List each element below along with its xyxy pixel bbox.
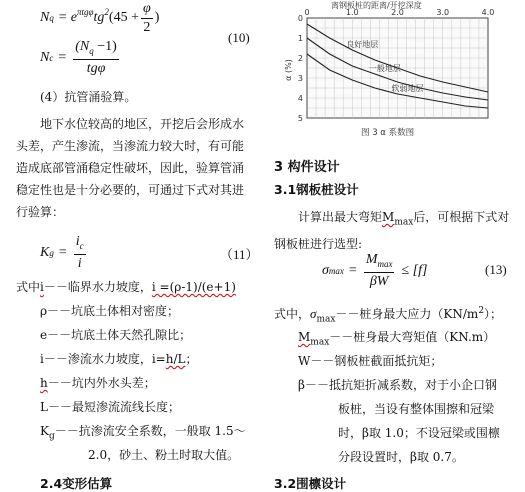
- eq-subscript: g: [49, 248, 54, 258]
- eq-subscript: q: [49, 13, 54, 23]
- definition-L: L－－最短渗流流线长度；: [40, 400, 180, 414]
- section-heading-3: 3 构件设计: [274, 160, 340, 175]
- y-tick-label: 4: [297, 94, 303, 103]
- definition-beta: β－－抵抗矩折减系数，对于小企口钢: [298, 378, 497, 392]
- equation-number-11: （11）: [220, 247, 259, 262]
- definition-kg: $K_g--$抗渗流安全系数，一般取 1.5～: [40, 424, 246, 442]
- y-tick-label: 3: [297, 74, 303, 83]
- paragraph-seepage: 地下水位较高的地区，开挖后会形成水 头差，产生渗流，当渗流力较大时，有可能 造成底部管涌稳定性破坏，因此，验算管涌 稳定性也是十分必要的，可通过下式对其进 行验算：: [16, 117, 245, 219]
- definition-beta-cont-2: 时，β取 1.0；不设冠梁或围檩: [338, 426, 500, 440]
- x-tick-label: 1.0: [345, 8, 359, 17]
- eq-symbol: K: [40, 245, 50, 260]
- x-tick-label: 0: [304, 8, 310, 17]
- eq-fraction: $\frac{\varphi}{2}$: [142, 0, 151, 35]
- equation-13: σ max = $\frac{M_{max}}{\beta W}$ ≤ [f]: [322, 251, 428, 290]
- definition-w: W－－钢板桩截面抵抗矩；: [298, 354, 443, 368]
- section-heading-3-1: 3.1钢板桩设计: [274, 182, 359, 197]
- eq-term: (45 +: [108, 10, 139, 25]
- x-tick-label: 4.0: [481, 8, 495, 17]
- eq-term: ): [154, 10, 160, 25]
- definition-kg-cont: 2.0，砂土、粉土时取大值。: [88, 448, 240, 462]
- equation-11: K g = $\frac{i_c}{i}$: [40, 233, 84, 272]
- equation-number-13: (13): [485, 262, 507, 277]
- definition-sigma: 式中，$\sigma_{max}--$桩身最大应力$(KN/m^2)$；: [274, 306, 503, 325]
- eq-term: = e: [57, 10, 78, 25]
- series-label: 良好地层: [346, 40, 379, 49]
- alpha-coefficient-chart: [283, 0, 493, 142]
- eq-subscript: c: [49, 53, 54, 63]
- section-heading-3-2: 3.2围檩设计: [274, 476, 347, 491]
- series-label: 一般地层: [368, 64, 401, 73]
- definition-rho: ρ－－坑底土体相对密度；: [40, 304, 180, 318]
- x-tick-label: 3.0: [436, 8, 450, 17]
- eq-fraction: $\frac{M_{max}}{\beta W}$: [365, 251, 393, 290]
- series-label: 软弱地层: [391, 84, 424, 93]
- definition-mmax: $M_{max}--$桩身最大弯矩值（KN.m）: [298, 330, 496, 348]
- y-tick-label: 0: [297, 14, 303, 23]
- eq-fraction: $\frac{(N_q -1)}{\text{tgφ}}$: [75, 38, 117, 77]
- equation-10-nq: N q = e $^{\pi tg\varphi}$ tg $^2$ (45 + $\frac{\varphi}{2}$ ): [40, 0, 160, 35]
- y-tick-label: 2: [297, 54, 303, 63]
- definition-e: e－－坑底土体天然孔隙比；: [40, 328, 192, 342]
- eq-exponent: πtgφ: [77, 7, 94, 17]
- eq-symbol: N: [40, 50, 50, 65]
- alpha-coefficient-figure: [283, 0, 493, 142]
- definition-beta-cont-1: 板桩，当设有整体围擦和冠梁: [338, 402, 495, 416]
- paragraph-sheet-pile: 计算出最大弯矩$M_{max}$后，可根据下式对 钢板桩进行选型:: [274, 210, 510, 252]
- definition-ic: 式中i－－临界水力坡度，i =(ρ-1)/(e+1): [16, 280, 236, 294]
- chart-title: 离钢板桩的距离/开挖深度: [331, 1, 422, 10]
- eq-term: tg: [93, 10, 105, 25]
- y-axis-label: α (%): [284, 59, 293, 81]
- subsection-title-4: (4）抗管涌验算。: [40, 90, 137, 104]
- eq-term: =: [58, 50, 67, 65]
- equation-number-10: (10): [228, 30, 250, 45]
- x-tick-label: 2.0: [391, 8, 404, 17]
- section-heading-2-4: 2.4变形估算: [40, 476, 113, 491]
- definition-beta-cont-3: 分段设置时，β取 0.7。: [338, 450, 464, 464]
- y-tick-label: 1: [297, 34, 303, 43]
- eq-symbol: N: [40, 10, 50, 25]
- y-tick-label: 5: [297, 114, 303, 123]
- equation-10-nc: [40, 38, 121, 78]
- eq-fraction: $\frac{i_c}{i}$: [75, 233, 84, 272]
- definition-i: i－－渗流水力坡度，i=h/L；: [40, 352, 198, 366]
- figure-caption: 图 3 α 系数图: [361, 128, 415, 138]
- definition-h: h－－坑内外水头差；: [40, 376, 156, 390]
